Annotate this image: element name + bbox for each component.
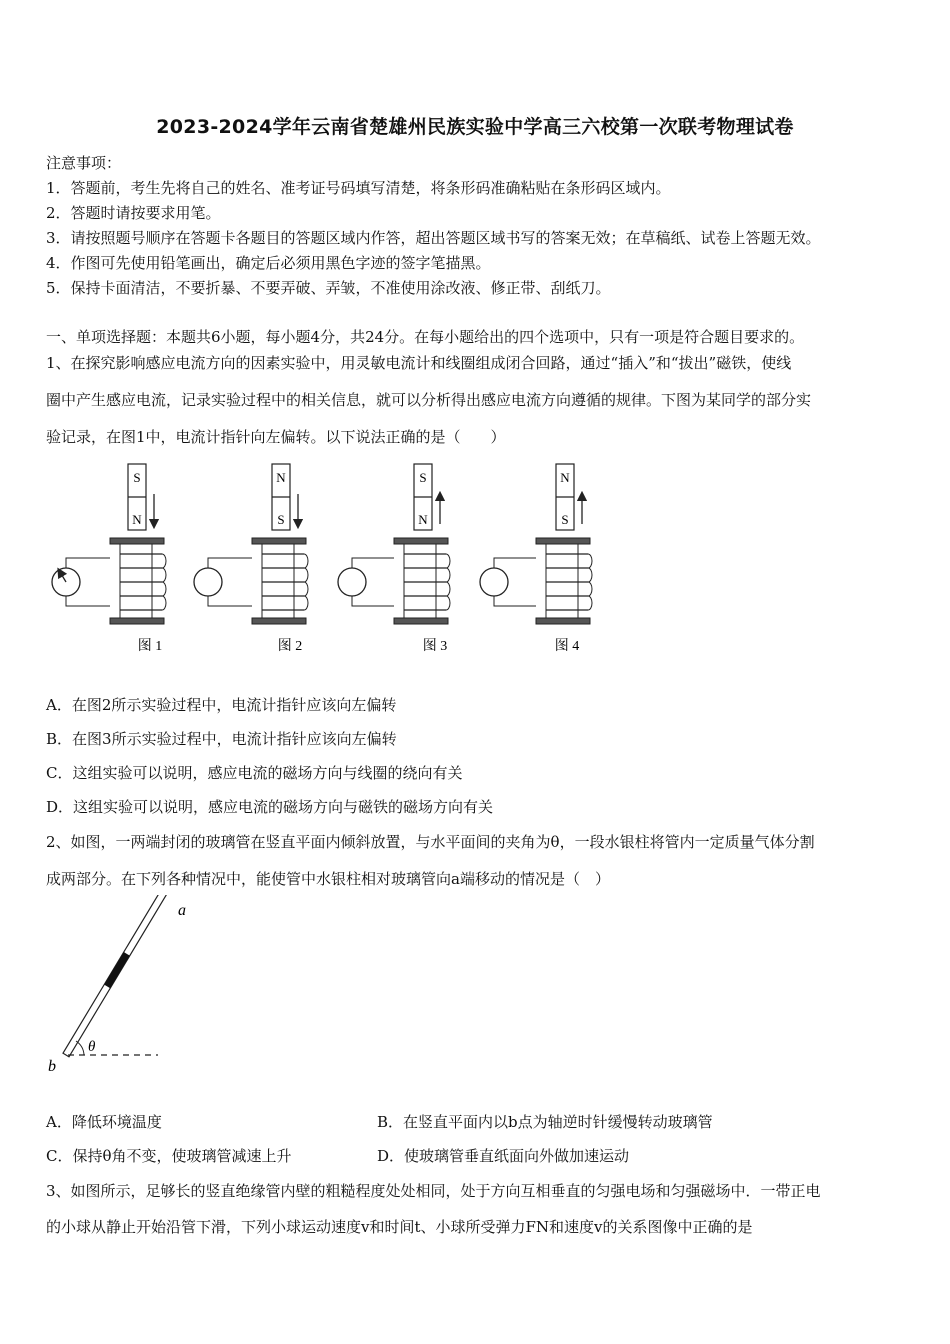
figure-3 — [338, 464, 450, 654]
notice-item: 2．答题时请按要求用笔。 — [46, 204, 221, 222]
question-2-text: 2、如图，一两端封闭的玻璃管在竖直平面内倾斜放置，与水平面间的夹角为θ，一段水银柱将管内一定质量气体分割 — [46, 833, 815, 851]
option-c: C．这组实验可以说明，感应电流的磁场方向与线圈的绕向有关 — [46, 764, 463, 782]
question-1-text: 1、在探究影响感应电流方向的因素实验中，用灵敏电流计和线圈组成闭合回路，通过“插入”和“拔出”磁铁，使线 — [46, 354, 792, 372]
question-2-figure — [40, 895, 220, 1080]
notice-item: 5．保持卡面清洁，不要折暴、不要弄破、弄皱，不准使用涂改液、修正带、刮纸刀。 — [46, 279, 611, 297]
figure-caption: 图 4 — [554, 639, 580, 654]
notice-item: 4．作图可先使用铅笔画出，确定后必须用黑色字迹的签字笔描黑。 — [46, 254, 491, 272]
option-c: C．保持θ角不变，使玻璃管减速上升 — [46, 1147, 292, 1165]
galvanometer-icon — [194, 568, 222, 596]
magnet-bottom-pole: S — [277, 512, 285, 527]
notice-item: 3．请按照题号顺序在答题卡各题目的答题区域内作答，超出答题区域书写的答案无效；在草稿纸、试卷上答题无效。 — [46, 229, 821, 247]
notice-item: 1．答题前，考生先将自己的姓名、准考证号码填写清楚，将条形码准确粘贴在条形码区域内。 — [46, 179, 671, 197]
figure-1 — [52, 464, 166, 654]
magnet-bottom-pole: N — [418, 512, 428, 527]
question-1-text: 验记录，在图1中，电流计指针向左偏转。以下说法正确的是（ ） — [46, 428, 506, 446]
magnet-top-pole: N — [276, 470, 286, 485]
magnet-bottom-pole: N — [132, 512, 142, 527]
end-b-label: b — [48, 1058, 56, 1075]
notice-heading: 注意事项： — [46, 154, 122, 172]
figure-2 — [194, 464, 308, 654]
mercury-column — [104, 952, 130, 988]
magnet-top-pole: S — [133, 470, 141, 485]
option-a: A．在图2所示实验过程中，电流计指针应该向左偏转 — [46, 696, 397, 714]
magnet-top-pole: N — [560, 470, 570, 485]
figure-caption: 图 1 — [137, 639, 163, 654]
question-2-text: 成两部分。在下列各种情况中，能使管中水银柱相对玻璃管向a端移动的情况是（ ） — [46, 870, 610, 888]
section-heading: 一、单项选择题：本题共6小题，每小题4分，共24分。在每小题给出的四个选项中，只有一项是符合题目要求的。 — [46, 328, 805, 346]
question-1-figure — [40, 458, 610, 658]
option-b: B．在竖直平面内以b点为轴逆时针缓慢转动玻璃管 — [377, 1113, 713, 1131]
page-title: 2023-2024学年云南省楚雄州民族实验中学高三六校第一次联考物理试卷 — [156, 116, 794, 138]
option-a: A．降低环境温度 — [46, 1113, 162, 1131]
figure-4 — [480, 464, 592, 654]
option-d: D．使玻璃管垂直纸面向外做加速运动 — [377, 1147, 630, 1165]
theta-label: θ — [88, 1039, 96, 1055]
option-b: B．在图3所示实验过程中，电流计指针应该向左偏转 — [46, 730, 397, 748]
figure-caption: 图 3 — [422, 639, 448, 654]
magnet-top-pole: S — [419, 470, 427, 485]
galvanometer-icon — [338, 568, 366, 596]
end-a-label: a — [178, 902, 186, 919]
galvanometer-icon — [480, 568, 508, 596]
question-3-text: 的小球从静止开始沿管下滑，下列小球运动速度v和时间t、小球所受弹力FN和速度v的关系图像中正确的是 — [46, 1218, 753, 1236]
question-1-text: 圈中产生感应电流，记录实验过程中的相关信息，就可以分析得出感应电流方向遵循的规律。下图为某同学的部分实 — [46, 391, 812, 409]
question-3-text: 3、如图所示，足够长的竖直绝缘管内壁的粗糙程度处处相同，处于方向互相垂直的匀强电场和匀强磁场中．一带正电 — [46, 1182, 821, 1200]
figure-caption: 图 2 — [277, 639, 303, 654]
option-d: D．这组实验可以说明，感应电流的磁场方向与磁铁的磁场方向有关 — [46, 798, 494, 816]
magnet-bottom-pole: S — [561, 512, 569, 527]
